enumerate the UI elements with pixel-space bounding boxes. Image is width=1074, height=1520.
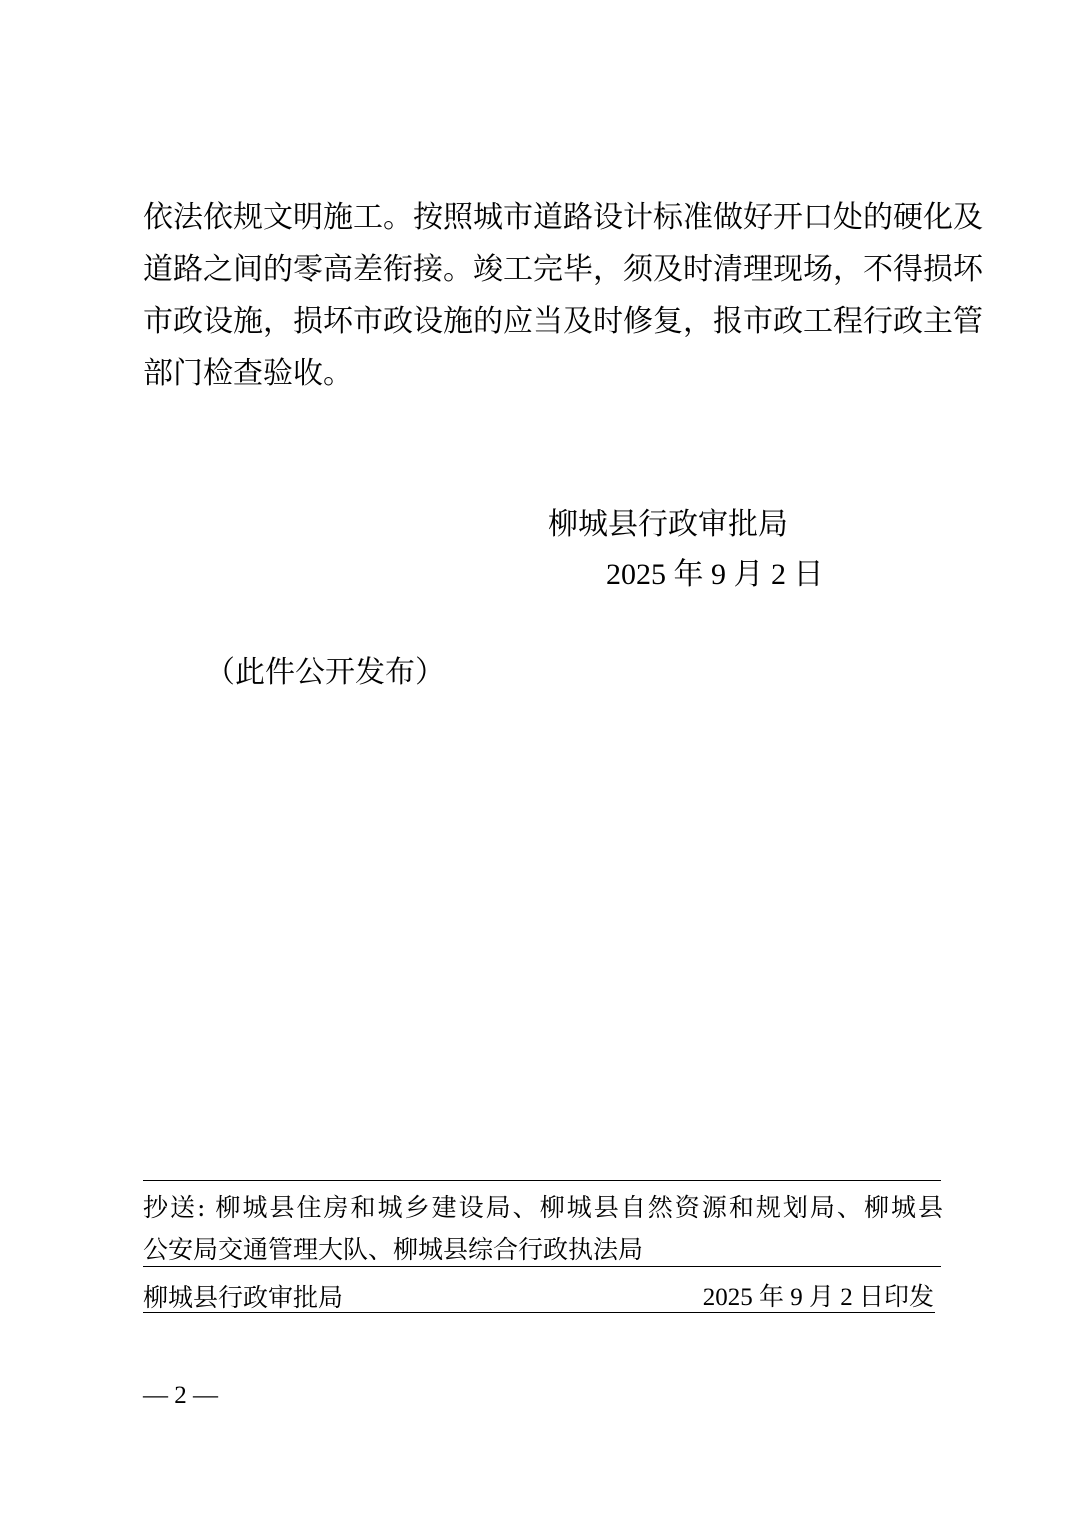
- cc-recipients-line: 抄送: 柳城县住房和城乡建设局、柳城县自然资源和规划局、柳城县: [143, 1193, 943, 1222]
- footer-bottom-rule: [143, 1312, 935, 1313]
- cc-recipients-line: 公安局交通管理大队、柳城县综合行政执法局: [143, 1235, 644, 1264]
- footer-middle-rule: [143, 1266, 941, 1267]
- issue-date: 2025 年 9 月 2 日印发: [702, 1284, 934, 1311]
- body-text-line: 市政设施，损坏市政设施的应当及时修复，报市政工程行政主管: [143, 304, 983, 339]
- body-text-line: 道路之间的零高差衔接。竣工完毕，须及时清理现场，不得损坏: [143, 252, 983, 287]
- body-text-line: 部门检查验收。: [143, 356, 353, 391]
- body-text-line: 依法依规文明施工。按照城市道路设计标准做好开口处的硬化及: [143, 200, 983, 235]
- footer-top-rule: [143, 1180, 941, 1181]
- page-number: — 2 —: [143, 1382, 218, 1409]
- public-release-note: （此件公开发布）: [205, 655, 445, 690]
- issuer-name: 柳城县行政审批局: [143, 1283, 344, 1312]
- signature-organization: 柳城县行政审批局: [548, 507, 788, 542]
- signature-date: 2025 年 9 月 2 日: [606, 558, 824, 591]
